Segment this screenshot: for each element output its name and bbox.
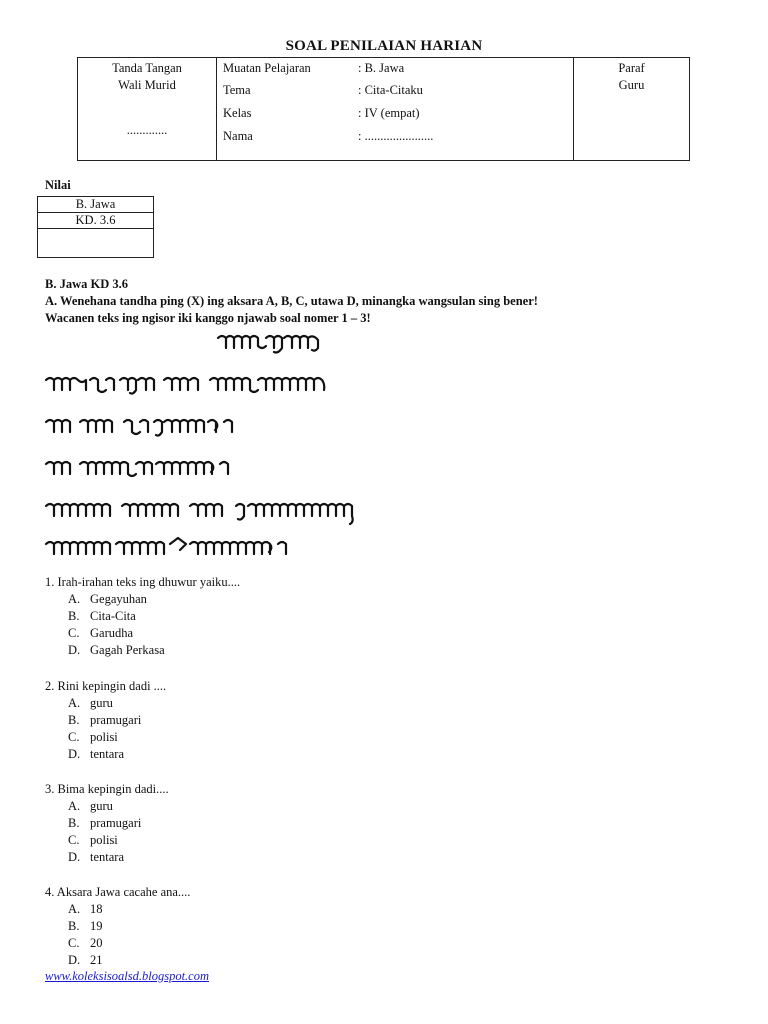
signature-cell: [78, 58, 217, 160]
option-b[interactable]: [45, 712, 166, 729]
info-value: : B. Jawa: [358, 61, 405, 75]
teacher-initial-cell: [574, 58, 689, 160]
header-table: [77, 57, 690, 161]
teacher-initial-line2: Guru: [618, 78, 645, 92]
option-letter: B.: [68, 816, 80, 830]
option-letter: C.: [68, 833, 80, 847]
signature-blank: .............: [126, 123, 168, 137]
option-d[interactable]: [45, 849, 169, 866]
option-letter: A.: [68, 592, 81, 606]
option-text: guru: [90, 799, 113, 813]
option-b[interactable]: [45, 815, 169, 832]
score-table: [37, 196, 154, 258]
question-stem: 3. Bima kepingin dadi....: [45, 782, 169, 796]
option-letter: D.: [68, 643, 81, 657]
option-b[interactable]: [45, 918, 190, 935]
question-1: [45, 574, 240, 659]
score-label: Nilai: [45, 178, 71, 192]
option-a[interactable]: [45, 591, 240, 608]
option-a[interactable]: [45, 798, 169, 815]
option-letter: A.: [68, 696, 81, 710]
info-value: : Cita-Citaku: [358, 83, 423, 97]
option-text: guru: [90, 696, 113, 710]
option-c[interactable]: [45, 832, 169, 849]
option-letter: B.: [68, 609, 80, 623]
option-letter: D.: [68, 850, 81, 864]
question-3: [45, 781, 169, 866]
option-text: Cita-Cita: [90, 609, 136, 623]
option-d[interactable]: [45, 642, 240, 659]
info-key: Nama: [223, 129, 253, 143]
option-text: polisi: [90, 833, 118, 847]
info-key: Muatan Pelajaran: [223, 61, 311, 75]
option-b[interactable]: [45, 608, 240, 625]
option-d[interactable]: [45, 952, 190, 969]
option-text: 20: [90, 936, 103, 950]
option-letter: A.: [68, 799, 81, 813]
option-a[interactable]: [45, 901, 190, 918]
document-title: SOAL PENILAIAN HARIAN: [285, 38, 483, 54]
reading-instruction: Wacanen teks ing ngisor iki kanggo njawab soal nomer 1 – 3!: [45, 311, 371, 325]
option-text: pramugari: [90, 713, 142, 727]
info-cell: [217, 58, 574, 160]
option-letter: C.: [68, 936, 80, 950]
score-subject: B. Jawa: [38, 197, 153, 213]
option-letter: A.: [68, 902, 81, 916]
teacher-initial-line1: Paraf: [618, 61, 645, 75]
option-d[interactable]: [45, 746, 166, 763]
footer-link[interactable]: www.koleksisoalsd.blogspot.com: [45, 969, 210, 983]
info-key: Kelas: [223, 106, 252, 120]
option-letter: D.: [68, 953, 81, 967]
option-c[interactable]: [45, 935, 190, 952]
option-letter: C.: [68, 626, 80, 640]
option-c[interactable]: [45, 625, 240, 642]
javanese-script-passage: [40, 330, 370, 560]
signature-label-line2: Wali Murid: [118, 78, 176, 92]
info-value: : ......................: [358, 129, 434, 143]
question-stem: 2. Rini kepingin dadi ....: [45, 679, 167, 693]
option-text: Garudha: [90, 626, 134, 640]
option-text: 19: [90, 919, 103, 933]
instruction-text: A. Wenehana tandha ping (X) ing aksara A, B, C, utawa D, minangka wangsulan sing bener!: [45, 294, 538, 308]
question-stem: 1. Irah-irahan teks ing dhuwur yaiku....: [45, 575, 241, 589]
option-text: tentara: [90, 850, 125, 864]
option-letter: B.: [68, 919, 80, 933]
section-heading: B. Jawa KD 3.6: [45, 277, 128, 291]
score-kd: KD. 3.6: [38, 213, 153, 229]
info-value: : IV (empat): [358, 106, 420, 120]
question-2: [45, 678, 166, 763]
option-a[interactable]: [45, 695, 166, 712]
option-text: 18: [90, 902, 103, 916]
question-4: [45, 884, 190, 969]
info-key: Tema: [223, 83, 251, 97]
option-c[interactable]: [45, 729, 166, 746]
option-letter: B.: [68, 713, 80, 727]
option-text: 21: [90, 953, 103, 967]
option-letter: C.: [68, 730, 80, 744]
option-text: Gegayuhan: [90, 592, 147, 606]
option-text: pramugari: [90, 816, 142, 830]
signature-label-line1: Tanda Tangan: [112, 61, 182, 75]
option-letter: D.: [68, 747, 81, 761]
option-text: polisi: [90, 730, 118, 744]
question-stem: 4. Aksara Jawa cacahe ana....: [45, 885, 191, 899]
option-text: tentara: [90, 747, 125, 761]
option-text: Gagah Perkasa: [90, 643, 165, 657]
